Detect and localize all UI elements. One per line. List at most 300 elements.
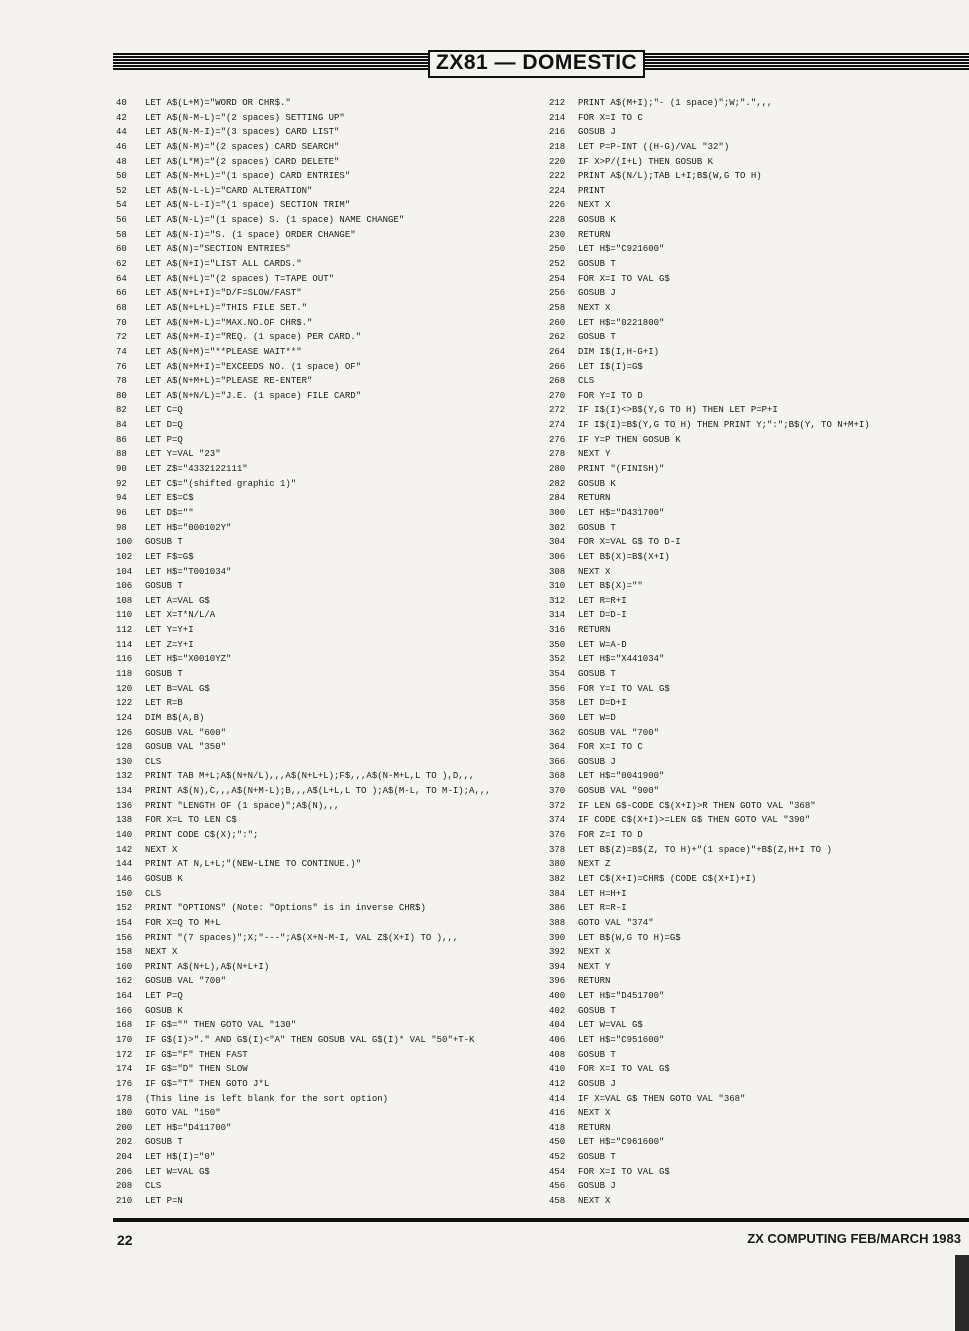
- code-text: NEXT X: [578, 566, 611, 577]
- listing-left-column: [116, 96, 536, 1209]
- line-number: 408: [549, 1049, 566, 1060]
- line-number: 386: [549, 903, 566, 914]
- code-line: [549, 594, 949, 609]
- code-text: IF G$(I)>"." AND G$(I)<"A" THEN GOSUB VAL G$(I)* VAL "50"+T-K: [145, 1035, 475, 1045]
- code-line: [116, 550, 536, 565]
- code-text: LET C=Q: [145, 405, 183, 416]
- code-line: [549, 1033, 949, 1048]
- line-number: 304: [549, 537, 566, 548]
- code-text: LET A$(N+L)="(2 spaces) T=TAPE OUT": [145, 273, 335, 284]
- line-number: 312: [549, 595, 566, 606]
- code-text: IF CODE C$(X+I)>=LEN G$ THEN GOTO VAL "390": [578, 815, 811, 826]
- code-line: [549, 169, 949, 184]
- line-number: 128: [116, 742, 133, 753]
- code-line: [549, 447, 949, 462]
- code-line: [549, 389, 949, 404]
- line-number: 284: [549, 493, 566, 504]
- code-text: IF X>P/(I+L) THEN GOSUB K: [578, 156, 714, 167]
- code-line: [549, 608, 949, 623]
- line-number: 176: [116, 1078, 133, 1089]
- code-line: [116, 242, 536, 257]
- code-line: [549, 155, 949, 170]
- line-number: 146: [116, 873, 133, 884]
- code-line: [549, 652, 949, 667]
- code-text: CLS: [145, 756, 162, 767]
- code-line: [116, 1033, 536, 1048]
- line-number: 92: [116, 478, 127, 489]
- code-text: GOTO VAL "150": [145, 1108, 221, 1119]
- code-text: PRINT A$(N),C,,,A$(N+M-L);B,,,A$(L+L,L TO );A$(M-L, TO M-I);A,,,: [145, 786, 491, 797]
- code-line: [116, 1004, 536, 1019]
- line-number: 454: [549, 1166, 566, 1177]
- code-line: [549, 726, 949, 741]
- code-text: LET A$(N+M+I)="EXCEEDS NO. (1 space) OF": [145, 361, 362, 372]
- code-line: [116, 945, 536, 960]
- line-number: 206: [116, 1166, 133, 1177]
- line-number: 202: [116, 1137, 133, 1148]
- line-number: 224: [549, 185, 566, 196]
- code-line: [549, 843, 949, 858]
- code-line: [116, 360, 536, 375]
- code-line: [549, 535, 949, 550]
- code-text: PRINT AT N,L+L;"(NEW-LINE TO CONTINUE.)": [145, 859, 362, 870]
- code-line: [549, 1048, 949, 1063]
- line-number: 160: [116, 961, 133, 972]
- code-text: LET H$="D431700": [578, 507, 665, 518]
- code-text: LET E$=C$: [145, 493, 194, 504]
- line-number: 72: [116, 332, 127, 343]
- code-text: CLS: [145, 1181, 162, 1192]
- line-number: 46: [116, 141, 127, 152]
- code-line: [549, 521, 949, 536]
- code-text: FOR X=Q TO M+L: [145, 917, 221, 928]
- line-number: 280: [549, 464, 566, 475]
- code-line: [116, 711, 536, 726]
- line-number: 154: [116, 917, 133, 928]
- code-text: GOSUB J: [578, 288, 616, 299]
- code-text: GOSUB T: [578, 259, 616, 270]
- code-text: LET P=N: [145, 1196, 183, 1207]
- code-text: GOSUB J: [578, 1181, 616, 1192]
- code-line: [549, 989, 949, 1004]
- code-line: [116, 594, 536, 609]
- code-text: IF X=VAL G$ THEN GOTO VAL "368": [578, 1093, 746, 1104]
- line-number: 150: [116, 888, 133, 899]
- code-line: [116, 1150, 536, 1165]
- code-line: [549, 242, 949, 257]
- code-line: [116, 477, 536, 492]
- code-text: LET H$="000102Y": [145, 522, 232, 533]
- code-line: [116, 257, 536, 272]
- code-text: LET A$(N-L-L)="CARD ALTERATION": [145, 185, 313, 196]
- line-number: 100: [116, 537, 133, 548]
- line-number: 228: [549, 215, 566, 226]
- line-number: 168: [116, 1020, 133, 1031]
- code-text: FOR X=L TO LEN C$: [145, 815, 237, 826]
- line-number: 410: [549, 1064, 566, 1075]
- line-number: 54: [116, 200, 127, 211]
- code-line: [549, 857, 949, 872]
- code-line: [116, 623, 536, 638]
- code-text: LET H$="C921600": [578, 244, 665, 255]
- code-line: [116, 652, 536, 667]
- code-text: GOSUB VAL "700": [578, 727, 660, 738]
- code-line: [549, 96, 949, 111]
- code-line: [116, 1121, 536, 1136]
- line-number: 220: [549, 156, 566, 167]
- code-text: LET A$(N+L+I)="D/F=SLOW/FAST": [145, 288, 302, 299]
- code-text: LET A$(L+M)="WORD OR CHR$.": [145, 98, 291, 108]
- line-number: 88: [116, 449, 127, 460]
- line-number: 402: [549, 1005, 566, 1016]
- line-number: 174: [116, 1064, 133, 1075]
- code-text: GOSUB T: [578, 668, 616, 679]
- code-line: [549, 960, 949, 975]
- code-text: LET P=Q: [145, 434, 183, 445]
- line-number: 372: [549, 800, 566, 811]
- line-number: 264: [549, 346, 566, 357]
- code-line: [549, 565, 949, 580]
- code-line: [549, 696, 949, 711]
- line-number: 110: [116, 610, 133, 621]
- line-number: 370: [549, 786, 566, 797]
- code-line: [116, 579, 536, 594]
- line-number: 48: [116, 156, 127, 167]
- code-line: [549, 360, 949, 375]
- code-text: LET A$(L*M)="(2 spaces) CARD DELETE": [145, 156, 340, 167]
- line-number: 310: [549, 581, 566, 592]
- code-text: LET I$(I)=G$: [578, 361, 643, 372]
- line-number: 306: [549, 551, 566, 562]
- code-text: PRINT: [578, 185, 606, 196]
- line-number: 388: [549, 917, 566, 928]
- code-line: [549, 345, 949, 360]
- code-text: IF G$="F" THEN FAST: [145, 1049, 248, 1060]
- code-text: IF LEN G$-CODE C$(X+I)>R THEN GOTO VAL "368": [578, 800, 816, 811]
- code-text: LET Z=Y+I: [145, 639, 194, 650]
- code-line: [116, 316, 536, 331]
- code-line: [116, 887, 536, 902]
- line-number: 392: [549, 947, 566, 958]
- line-number: 358: [549, 698, 566, 709]
- code-line: [116, 272, 536, 287]
- code-line: [549, 931, 949, 946]
- code-line: [116, 799, 536, 814]
- line-number: 130: [116, 756, 133, 767]
- code-text: LET B$(W,G TO H)=G$: [578, 932, 681, 943]
- line-number: 164: [116, 991, 133, 1002]
- code-line: [549, 316, 949, 331]
- line-number: 106: [116, 581, 133, 592]
- code-text: PRINT TAB M+L;A$(N+N/L),,,A$(N+L+L);F$,,,A$(N-M+L,L TO ),D,,,: [145, 771, 475, 782]
- code-line: [116, 872, 536, 887]
- code-text: PRINT A$(N/L);TAB L+I;B$(W,G TO H): [578, 171, 762, 182]
- code-line: [549, 418, 949, 433]
- line-number: 62: [116, 259, 127, 270]
- code-text: NEXT X: [578, 200, 611, 211]
- code-text: PRINT "(7 spaces)";X;"---";A$(X+N-M-I, VAL Z$(X+I) TO ),,,: [145, 932, 459, 943]
- line-number: 158: [116, 947, 133, 958]
- code-line: [116, 960, 536, 975]
- line-number: 406: [549, 1035, 566, 1045]
- line-number: 456: [549, 1181, 566, 1192]
- line-number: 282: [549, 478, 566, 489]
- line-number: 178: [116, 1093, 133, 1104]
- code-text: RETURN: [578, 625, 611, 636]
- code-text: GOSUB K: [578, 215, 616, 226]
- code-line: [116, 1106, 536, 1121]
- code-line: [549, 1165, 949, 1180]
- code-text: LET H$="C961600": [578, 1137, 665, 1148]
- code-text: IF I$(I)=B$(Y,G TO H) THEN PRINT Y;":";B$(Y, TO N+M+I): [578, 420, 870, 431]
- code-line: [549, 301, 949, 316]
- code-text: LET A$(N+M-I)="REQ. (1 space) PER CARD.": [145, 332, 362, 343]
- line-number: 204: [116, 1152, 133, 1163]
- code-text: GOSUB T: [145, 581, 183, 592]
- line-number: 354: [549, 668, 566, 679]
- line-number: 156: [116, 932, 133, 943]
- line-number: 458: [549, 1196, 566, 1207]
- code-text: FOR X=I TO VAL G$: [578, 273, 670, 284]
- code-text: LET B=VAL G$: [145, 683, 210, 694]
- code-line: [116, 989, 536, 1004]
- code-line: [549, 945, 949, 960]
- code-line: [549, 638, 949, 653]
- code-text: GOSUB T: [145, 1137, 183, 1148]
- code-line: [116, 345, 536, 360]
- code-line: [549, 813, 949, 828]
- code-text: LET C$="(shifted graphic 1)": [145, 478, 297, 489]
- code-line: [549, 272, 949, 287]
- code-text: GOSUB VAL "900": [578, 786, 660, 797]
- code-line: [549, 477, 949, 492]
- code-line: [116, 1077, 536, 1092]
- line-number: 64: [116, 273, 127, 284]
- line-number: 416: [549, 1108, 566, 1119]
- line-number: 302: [549, 522, 566, 533]
- code-text: LET A$(N+M+L)="PLEASE RE-ENTER": [145, 376, 313, 387]
- code-line: [116, 1048, 536, 1063]
- code-line: [549, 198, 949, 213]
- line-number: 412: [549, 1078, 566, 1089]
- line-number: 250: [549, 244, 566, 255]
- line-number: 86: [116, 434, 127, 445]
- line-number: 268: [549, 376, 566, 387]
- code-line: [549, 916, 949, 931]
- code-text: LET A$(N+N/L)="J.E. (1 space) FILE CARD": [145, 390, 362, 401]
- line-number: 50: [116, 171, 127, 182]
- line-number: 98: [116, 522, 127, 533]
- code-text: LET Z$="4332122111": [145, 464, 248, 475]
- code-text: LET H$="X441034": [578, 654, 665, 665]
- code-line: [116, 813, 536, 828]
- code-text: PRINT "(FINISH)": [578, 464, 665, 475]
- code-text: LET A$(N-M-I)="(3 spaces) CARD LIST": [145, 127, 340, 138]
- code-text: LET R=R+I: [578, 595, 627, 606]
- code-line: [549, 1077, 949, 1092]
- code-line: [116, 286, 536, 301]
- line-number: 68: [116, 302, 127, 313]
- line-number: 170: [116, 1035, 133, 1045]
- code-text: RETURN: [578, 1122, 611, 1133]
- line-number: 126: [116, 727, 133, 738]
- line-number: 76: [116, 361, 127, 372]
- line-number: 60: [116, 244, 127, 255]
- code-text: RETURN: [578, 493, 611, 504]
- code-text: DIM I$(I,H-G+I): [578, 346, 660, 357]
- code-text: LET X=T*N/L/A: [145, 610, 216, 621]
- code-text: PRINT CODE C$(X);":";: [145, 830, 259, 841]
- line-number: 404: [549, 1020, 566, 1031]
- line-number: 390: [549, 932, 566, 943]
- line-number: 274: [549, 420, 566, 431]
- code-line: [116, 125, 536, 140]
- code-line: [116, 521, 536, 536]
- code-line: [116, 213, 536, 228]
- code-line: [116, 740, 536, 755]
- code-line: [549, 111, 949, 126]
- code-text: DIM B$(A,B): [145, 712, 205, 723]
- code-text: LET A$(N+M)="**PLEASE WAIT**": [145, 346, 302, 357]
- code-line: [116, 491, 536, 506]
- line-number: 90: [116, 464, 127, 475]
- code-text: LET B$(X)=B$(X+I): [578, 551, 670, 562]
- code-text: NEXT X: [578, 1196, 611, 1207]
- code-text: LET A$(N-L-I)="(1 space) SECTION TRIM": [145, 200, 351, 211]
- code-line: [116, 184, 536, 199]
- code-line: [549, 140, 949, 155]
- line-number: 208: [116, 1181, 133, 1192]
- code-text: GOSUB T: [145, 668, 183, 679]
- code-line: [116, 857, 536, 872]
- code-text: LET A$(N-M+L)="(1 space) CARD ENTRIES": [145, 171, 351, 182]
- line-number: 308: [549, 566, 566, 577]
- code-line: [549, 184, 949, 199]
- line-number: 82: [116, 405, 127, 416]
- code-text: NEXT X: [578, 947, 611, 958]
- code-text: LET H$="D411700": [145, 1122, 232, 1133]
- code-text: IF Y=P THEN GOSUB K: [578, 434, 681, 445]
- line-number: 42: [116, 112, 127, 123]
- code-text: LET Y=VAL "23": [145, 449, 221, 460]
- line-number: 226: [549, 200, 566, 211]
- code-text: GOSUB K: [145, 1005, 183, 1016]
- code-text: RETURN: [578, 229, 611, 240]
- line-number: 400: [549, 991, 566, 1002]
- code-text: FOR X=VAL G$ TO D-I: [578, 537, 681, 548]
- line-number: 134: [116, 786, 133, 797]
- code-text: LET D=Q: [145, 420, 183, 431]
- line-number: 252: [549, 259, 566, 270]
- line-number: 132: [116, 771, 133, 782]
- line-number: 316: [549, 625, 566, 636]
- code-text: NEXT X: [145, 844, 178, 855]
- code-text: GOSUB J: [578, 756, 616, 767]
- code-line: [549, 1004, 949, 1019]
- line-number: 138: [116, 815, 133, 826]
- line-number: 112: [116, 625, 133, 636]
- code-line: [549, 872, 949, 887]
- code-text: LET F$=G$: [145, 551, 194, 562]
- code-text: FOR X=I TO C: [578, 742, 643, 753]
- line-number: 272: [549, 405, 566, 416]
- code-text: LET P=P-INT ((H-G)/VAL "32"): [578, 141, 730, 152]
- line-number: 450: [549, 1137, 566, 1148]
- code-line: [549, 755, 949, 770]
- code-text: GOSUB T: [578, 1005, 616, 1016]
- code-line: [549, 1062, 949, 1077]
- code-text: PRINT "OPTIONS" (Note: "Options" is in inverse CHR$): [145, 903, 426, 914]
- code-line: [549, 1018, 949, 1033]
- code-text: NEXT Y: [578, 449, 611, 460]
- code-text: LET C$(X+I)=CHR$ (CODE C$(X+I)+I): [578, 873, 757, 884]
- code-line: [116, 418, 536, 433]
- code-line: [116, 111, 536, 126]
- code-line: [116, 901, 536, 916]
- line-number: 172: [116, 1049, 133, 1060]
- code-text: GOSUB T: [578, 1049, 616, 1060]
- line-number: 96: [116, 507, 127, 518]
- line-number: 362: [549, 727, 566, 738]
- line-number: 230: [549, 229, 566, 240]
- footer-rule: [113, 1218, 969, 1222]
- line-number: 70: [116, 317, 127, 328]
- code-line: [549, 828, 949, 843]
- code-text: LET A$(N+I)="LIST ALL CARDS.": [145, 259, 302, 270]
- code-text: LET H$="X0010YZ": [145, 654, 232, 665]
- code-line: [116, 140, 536, 155]
- code-text: LET W=D: [578, 712, 616, 723]
- code-line: [549, 974, 949, 989]
- code-line: [116, 1135, 536, 1150]
- line-number: 44: [116, 127, 127, 138]
- code-text: LET D=D-I: [578, 610, 627, 621]
- code-text: (This line is left blank for the sort option): [145, 1093, 389, 1104]
- code-line: [116, 755, 536, 770]
- header-title: ZX81 — DOMESTIC: [428, 50, 645, 78]
- code-line: [549, 1106, 949, 1121]
- line-number: 216: [549, 127, 566, 138]
- code-text: IF G$="D" THEN SLOW: [145, 1064, 248, 1075]
- line-number: 258: [549, 302, 566, 313]
- code-text: LET A$(N+L+L)="THIS FILE SET.": [145, 302, 308, 313]
- code-text: IF I$(I)<>B$(Y,G TO H) THEN LET P=P+I: [578, 405, 778, 416]
- code-text: LET P=Q: [145, 991, 183, 1002]
- code-line: [116, 1018, 536, 1033]
- line-number: 94: [116, 493, 127, 504]
- line-number: 262: [549, 332, 566, 343]
- code-text: GOSUB K: [578, 478, 616, 489]
- code-line: [549, 711, 949, 726]
- line-number: 120: [116, 683, 133, 694]
- code-line: [116, 1092, 536, 1107]
- code-line: [116, 198, 536, 213]
- line-number: 66: [116, 288, 127, 299]
- page-number: 22: [117, 1232, 133, 1248]
- code-text: IF G$="T" THEN GOTO J*L: [145, 1078, 270, 1089]
- code-line: [549, 550, 949, 565]
- code-line: [549, 784, 949, 799]
- code-text: LET B$(X)="": [578, 581, 643, 592]
- code-line: [116, 506, 536, 521]
- code-line: [116, 784, 536, 799]
- code-line: [549, 403, 949, 418]
- code-text: PRINT A$(N+L),A$(N+L+I): [145, 961, 270, 972]
- code-line: [116, 638, 536, 653]
- code-text: NEXT X: [145, 947, 178, 958]
- line-number: 352: [549, 654, 566, 665]
- line-number: 166: [116, 1005, 133, 1016]
